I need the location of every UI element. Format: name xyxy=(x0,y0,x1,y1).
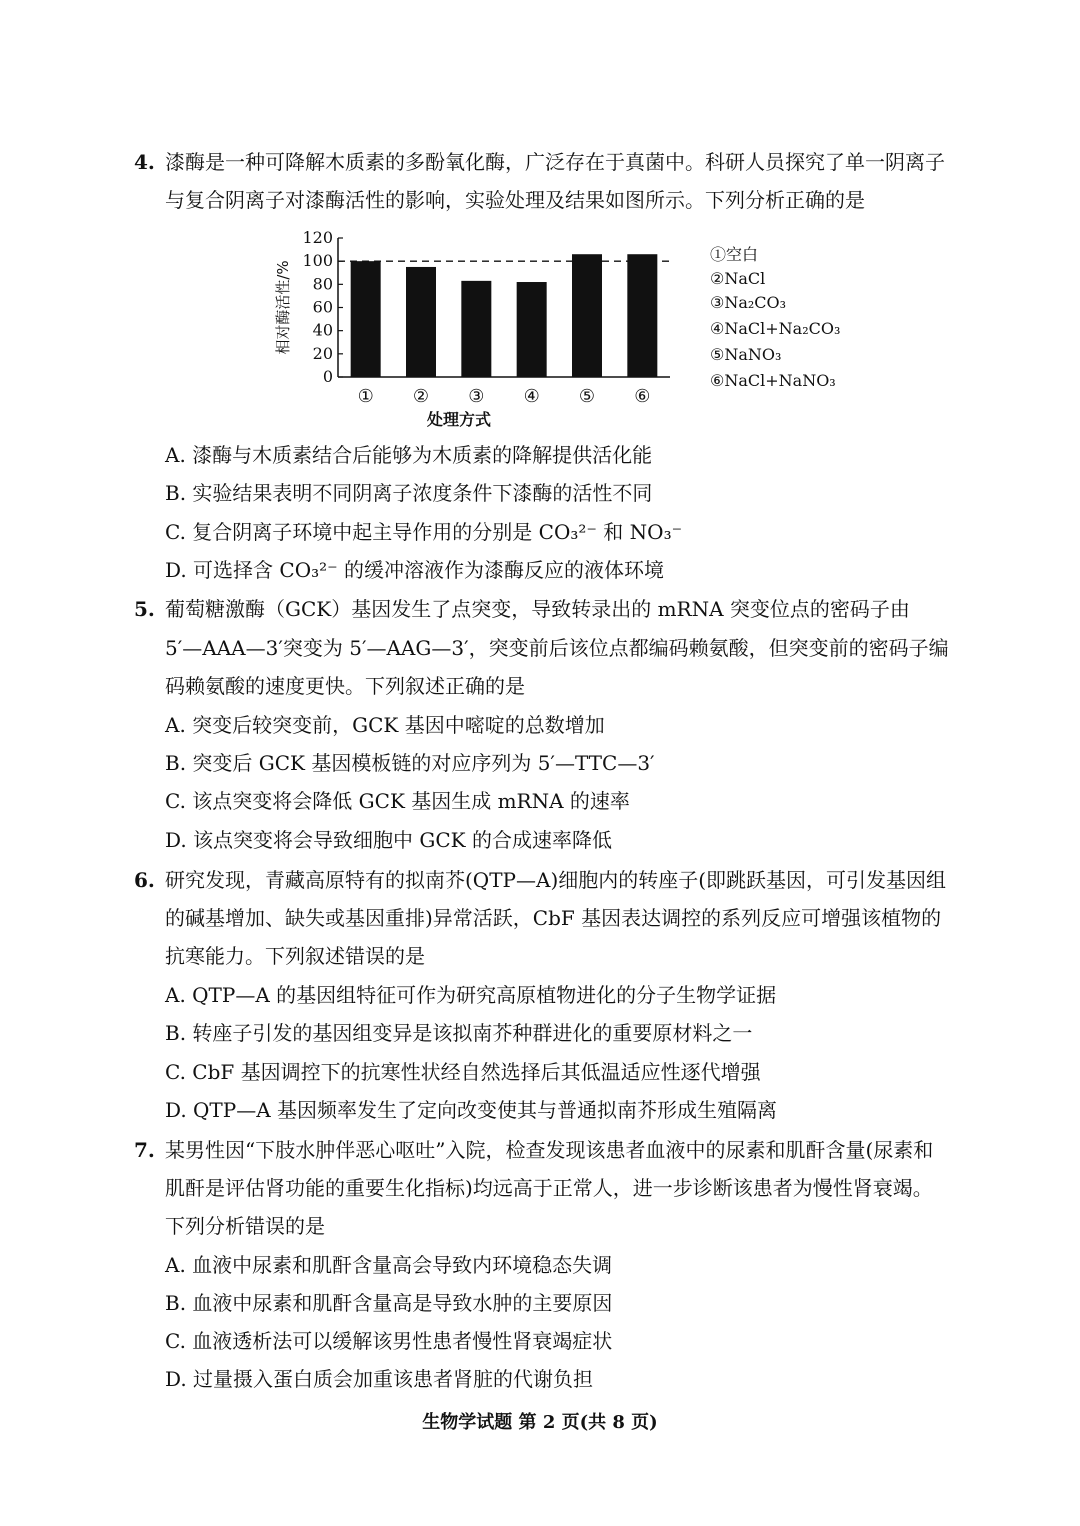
question-5-stem-line-3: 码赖氨酸的速度更快。下列叙述正确的是 xyxy=(165,674,525,698)
y-tick-label: 100 xyxy=(302,251,333,271)
question-5-number: 5. xyxy=(134,597,155,621)
question-7-stem-line-1: 某男性因“下肢水肿伴恶心呕吐”入院，检查发现该患者血液中的尿素和肌酐含量(尿素和 xyxy=(165,1138,934,1162)
question-4-number: 4. xyxy=(134,150,155,174)
question-6-option-c: C. CbF 基因调控下的抗寒性状经自然选择后其低温适应性逐代增强 xyxy=(165,1060,761,1084)
y-axis-title: 相对酶活性/% xyxy=(274,260,292,355)
question-4-option-a: A. 漆酶与木质素结合后能够为木质素的降解提供活化能 xyxy=(165,443,653,467)
question-5-stem-line-1: 葡萄糖激酶（GCK）基因发生了点突变，导致转录出的 mRNA 突变位点的密码子由 xyxy=(165,597,910,621)
y-tick-label: 20 xyxy=(312,343,333,363)
question-4-option-d: D. 可选择含 CO₃²⁻ 的缓冲溶液作为漆酶反应的液体环境 xyxy=(165,558,665,582)
x-tick-label: ③ xyxy=(468,386,485,407)
legend-item-6: ⑥NaCl+NaNO₃ xyxy=(710,371,836,390)
bar-2 xyxy=(406,267,436,377)
question-6-option-a: A. QTP—A 的基因组特征可作为研究高原植物进化的分子生物学证据 xyxy=(165,983,777,1007)
bar-1 xyxy=(351,261,381,377)
question-6-stem-line-1: 研究发现，青藏高原特有的拟南芥(QTP—A)细胞内的转座子(即跳跃基因，可引发基因组 xyxy=(165,868,947,892)
bar-4 xyxy=(517,282,547,377)
question-7-stem-line-3: 下列分析错误的是 xyxy=(165,1214,325,1238)
x-tick-label: ⑤ xyxy=(578,386,596,407)
question-7-option-c: C. 血液透析法可以缓解该男性患者慢性肾衰竭症状 xyxy=(165,1329,613,1353)
question-6-stem-line-3: 抗寒能力。下列叙述错误的是 xyxy=(165,944,425,968)
question-7-option-a: A. 血液中尿素和肌酐含量高会导致内环境稳态失调 xyxy=(165,1253,613,1277)
x-tick-label: ⑥ xyxy=(634,386,651,407)
question-7-stem-line-2: 肌酐是评估肾功能的重要生化指标)均远高于正常人，进一步诊断该患者为慢性肾衰竭。 xyxy=(165,1176,933,1200)
x-tick-label: ② xyxy=(412,386,430,407)
legend-item-5: ⑤NaNO₃ xyxy=(710,345,782,364)
y-tick-label: 60 xyxy=(312,297,333,317)
question-7-option-b: B. 血液中尿素和肌酐含量高是导致水肿的主要原因 xyxy=(165,1291,613,1315)
bar-6 xyxy=(627,254,657,377)
question-4-option-b: B. 实验结果表明不同阴离子浓度条件下漆酶的活性不同 xyxy=(165,481,653,505)
x-tick-label: ① xyxy=(357,386,374,407)
question-4-option-c: C. 复合阴离子环境中起主导作用的分别是 CO₃²⁻ 和 NO₃⁻ xyxy=(165,520,683,544)
bar-5 xyxy=(572,254,602,377)
x-axis-title: 处理方式 xyxy=(426,410,492,429)
y-tick-label: 80 xyxy=(312,274,333,294)
enzyme-activity-bar-chart xyxy=(260,222,700,432)
page-footer: 生物学试题 第 2 页(共 8 页) xyxy=(422,1412,658,1433)
question-4-stem-line-2: 与复合阴离子对漆酶活性的影响，实验处理及结果如图所示。下列分析正确的是 xyxy=(165,188,865,212)
x-tick-label: ④ xyxy=(523,386,540,407)
question-6-option-d: D. QTP—A 基因频率发生了定向改变使其与普通拟南芥形成生殖隔离 xyxy=(165,1098,778,1122)
question-6-number: 6. xyxy=(134,868,155,892)
y-tick-label: 0 xyxy=(322,367,333,386)
question-7-number: 7. xyxy=(134,1138,155,1162)
question-5-option-d: D. 该点突变将会导致细胞中 GCK 的合成速率降低 xyxy=(165,828,612,852)
y-tick-label: 120 xyxy=(302,228,333,247)
question-5-stem-line-2: 5′—AAA—3′突变为 5′—AAG—3′，突变前后该位点都编码赖氨酸，但突变前的密码子编 xyxy=(165,636,949,660)
question-5-option-a: A. 突变后较突变前，GCK 基因中嘧啶的总数增加 xyxy=(165,713,605,737)
question-4-stem-line-1: 漆酶是一种可降解木质素的多酚氧化酶，广泛存在于真菌中。科研人员探究了单一阴离子 xyxy=(165,150,945,174)
question-7-option-d: D. 过量摄入蛋白质会加重该患者肾脏的代谢负担 xyxy=(165,1367,594,1391)
chart-bars xyxy=(351,254,658,377)
legend-item-2: ②NaCl xyxy=(710,269,766,288)
question-5-option-c: C. 该点突变将会降低 GCK 基因生成 mRNA 的速率 xyxy=(165,789,630,813)
bar-3 xyxy=(461,281,491,377)
y-tick-label: 40 xyxy=(312,320,333,340)
question-6-stem-line-2: 的碱基增加、缺失或基因重排)异常活跃，CbF 基因表达调控的系列反应可增强该植物的 xyxy=(165,906,942,930)
chart-axes xyxy=(338,238,670,377)
legend-item-1: ①空白 xyxy=(710,245,759,264)
legend-item-4: ④NaCl+Na₂CO₃ xyxy=(710,319,841,338)
question-5-option-b: B. 突变后 GCK 基因模板链的对应序列为 5′—TTC—3′ xyxy=(165,751,655,775)
legend-item-3: ③Na₂CO₃ xyxy=(710,293,787,312)
question-6-option-b: B. 转座子引发的基因组变异是该拟南芥种群进化的重要原材料之一 xyxy=(165,1021,753,1045)
